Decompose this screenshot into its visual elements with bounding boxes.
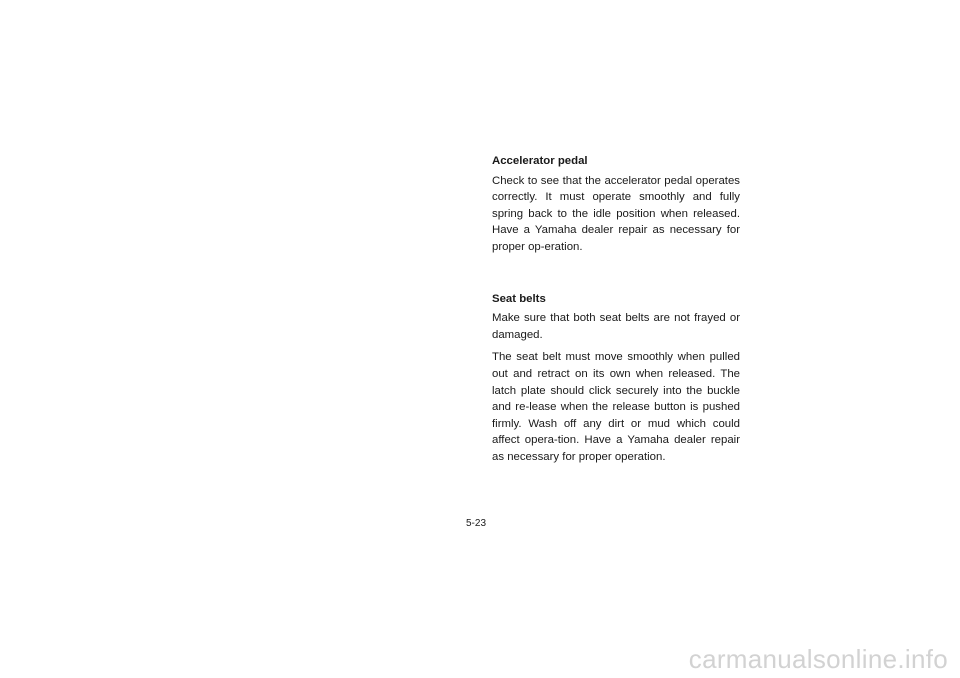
section-heading: Seat belts (492, 292, 546, 305)
section-heading: Accelerator pedal (492, 155, 588, 167)
section-paragraph: Check to see that the accelerator pedal operates correctly. It must operate smoothly and fully spring back to the idle position when released. Have a Yamaha dealer repair as necessary for proper op-eration. (492, 174, 740, 253)
site-watermark: carmanualsonline.info (688, 644, 948, 674)
section-seat-belts (492, 291, 740, 466)
section-paragraph: Make sure that both seat belts are not frayed or damaged. (492, 312, 740, 341)
section-spacer (492, 262, 740, 291)
page-content (492, 153, 740, 472)
section-accelerator-pedal (492, 153, 740, 256)
section-paragraph: The seat belt must move smoothly when pulled out and retract on its own when released. The latch plate should click securely into the buckle and re-lease when the release button is pushed firmly. Wash off any dirt or mud which could affect opera-tion. Have a Yamaha dealer repair as necessary for proper operation. (492, 351, 740, 463)
page-number: 5-23 (466, 518, 487, 529)
